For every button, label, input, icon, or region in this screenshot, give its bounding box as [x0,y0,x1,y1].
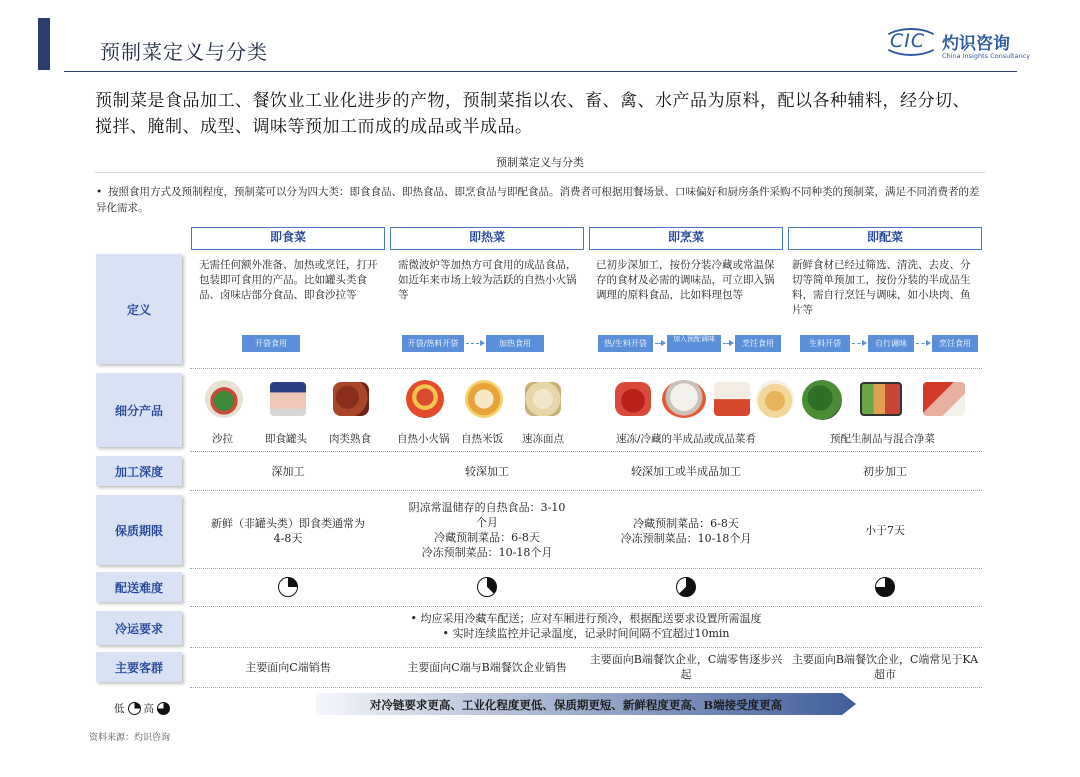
product-label-cooked-meat: 肉类熟食 [329,433,371,445]
column-header-ready-to-cook: 即烹菜 [589,227,783,250]
legend-high-label: 高 [143,703,154,715]
shelf-ready-to-cook [589,516,783,546]
trend-text: 对冷链要求更高、工业化程度更低、保质期更短、新鲜程度更高、B端接受度更高 [369,698,783,712]
category-bullet-text: 按照食用方式及预制程度，预制菜可以分为四大类：即食食品、即热食品、即烹食品与即配食品。消费者可根据用餐场景、口味偏好和厨房条件采购不同种类的预制菜，满足不同消费者的差异化需求。 [96,186,980,214]
step-cook-and-eat: 烹饪食用 [932,335,978,352]
step-open-package: 开袋/热料开袋 [402,335,464,352]
difficulty-pie-ready-to-heat [477,577,497,597]
step-arrow [852,343,866,344]
intro-paragraph: 预制菜是食品加工、餐饮业工业化进步的产物，预制菜指以农、畜、禽、水产品为原料，配以各种辅料，经分切、搅拌、腌制、成型、调味等预加工而成的成品或半成品。 [95,91,970,137]
definition-ready-to-heat: 需微波炉等加热方可食用的成品食品，如近年来市场上较为活跃的自热小火锅等 [398,259,577,301]
shelf-ready-to-eat [191,516,385,546]
chilled-dish-image [662,380,706,418]
row-label-depth: 加工深度 [96,456,182,486]
row-label-cold-chain: 冷运要求 [96,611,182,645]
definition-ready-to-prepare: 新鲜食材已经过筛选、清洗、去皮、分切等简单预加工，按份分装的半成品生料，需自行烹饪与调味，如小块肉、鱼片等 [792,259,971,316]
customers-ready-to-cook: 主要面向B端餐饮企业，C端零售逐步兴起 [589,653,783,681]
mixed-prep-tray-image [860,382,902,416]
column-header-ready-to-eat: 即食菜 [191,227,385,250]
row-separator [190,451,982,452]
definition-ready-to-eat: 无需任何额外准备、加热或烹饪，打开包装即可食用的产品。比如罐头类食品、卤味店部分食品、即食沙拉等 [199,259,378,301]
shelf-ready-to-cook-line2: 冷冻预制菜品：10-18个月 [620,532,752,545]
shelf-ready-to-heat-line1: 阴凉常温储存的自热食品：3-10 [408,501,566,514]
customers-ready-to-heat: 主要面向C端与B端餐饮企业销售 [407,661,567,674]
cic-logo [882,28,1031,64]
logo-chinese-name: 灼识咨询 [942,34,1010,54]
cold-chain-requirement [190,611,982,641]
shelf-ready-to-heat-line2: 个月 [476,516,498,529]
frozen-dumplings-image [525,382,561,416]
shelf-ready-to-heat-line3: 冷藏预制菜品：6-8天 [434,531,540,544]
product-label-ready-to-prepare: 预配生制品与混合净菜 [830,433,935,445]
step-cook-and-eat: 烹饪食用 [735,335,781,352]
step-open-package: 热/生料开袋 [598,335,653,352]
product-label-hotpot: 自热小火锅 [397,433,450,445]
row-label-definition: 定义 [96,254,182,364]
row-label-shelf-life: 保质期限 [96,495,182,565]
customers-ready-to-eat: 主要面向C端销售 [245,661,331,674]
cold-chain-line-2-text: 实时连续监控并记录温度，记录时间间隔不宜超过10min [452,627,730,640]
cold-chain-line-2: • 实时连续监控并记录温度，记录时间间隔不宜超过10min [442,627,730,640]
row-separator [190,568,982,569]
row-separator [190,490,982,491]
step-self-season: 自行调味 [868,335,914,352]
cic-logo-text: CIC [890,30,926,52]
meal-kit-image [714,382,750,416]
cold-chain-line-1-text: 均应采用冷藏车配送；应对车厢进行预冷，根据配送要求设置所需温度 [420,612,762,625]
soup-dish-image [756,380,794,418]
chart-title-divider [95,172,985,173]
legend-high-pie [157,702,170,715]
step-heat-and-eat: 加热食用 [486,335,544,352]
depth-ready-to-cook: 较深加工或半成品加工 [631,465,741,478]
row-separator [190,606,982,607]
step-arrow [466,343,484,344]
salad-image [205,380,243,418]
header-divider [64,71,1017,72]
shelf-ready-to-heat [390,500,584,560]
step-arrow [655,343,665,344]
product-label-canned: 即食罐头 [265,433,307,445]
row-label-delivery-difficulty: 配送难度 [96,572,182,602]
product-label-ready-to-cook: 速冻/冷藏的半成品或成品菜肴 [615,433,757,445]
chart-title: 预制菜定义与分类 [496,156,584,169]
column-header-ready-to-prepare: 即配菜 [788,227,982,250]
depth-ready-to-eat: 深加工 [271,465,305,478]
step-add-seasoning: 加入预配调味 [667,335,721,352]
difficulty-pie-ready-to-eat [278,577,298,597]
row-separator [190,647,982,648]
depth-ready-to-prepare: 初步加工 [863,465,907,478]
legend-low-pie [128,702,141,715]
product-label-rice: 自热米饭 [461,433,503,445]
canned-food-image [270,382,306,416]
step-arrow [723,343,733,344]
shelf-ready-to-prepare: 小于7天 [865,524,905,537]
definition-ready-to-cook: 已初步深加工，按份分装冷藏或常温保存的食材及必需的调味品，可立即入锅调理的原料食品，比如料理包等 [596,259,775,301]
difficulty-legend [114,701,170,716]
source-note: 资料来源：灼识咨询 [89,733,171,743]
cooked-meat-image [333,382,369,416]
raw-meat-pack-image [923,382,965,416]
shelf-ready-to-cook-line1: 冷藏预制菜品：6-8天 [633,517,739,530]
row-label-customers: 主要客群 [96,652,182,682]
legend-low-label: 低 [114,703,125,715]
self-heating-rice-image [465,380,503,418]
row-separator [190,687,982,688]
logo-english-name: China Insights Consultancy [942,52,1031,60]
product-label-salad: 沙拉 [212,433,233,445]
customers-ready-to-prepare: 主要面向B端餐饮企业，C端常见于KA超市 [791,653,979,681]
frozen-dish-image [615,382,651,416]
title-accent-bar [38,18,50,70]
difficulty-pie-ready-to-cook [676,577,696,597]
row-separator [190,368,982,369]
category-bullet: • 按照食用方式及预制程度，预制菜可以分为四大类：即食食品、即热食品、即烹食品与即配食品。消费者可根据用餐场景、口味偏好和厨房条件采购不同种类的预制菜，满足不同消费者的差异化需求。 [96,186,980,214]
row-label-products: 细分产品 [96,373,182,447]
step-open-raw: 生料开袋 [800,335,850,352]
page-title: 预制菜定义与分类 [100,40,268,64]
shelf-ready-to-eat-line1: 新鲜（非罐头类）即食类通常为 [211,517,365,530]
difficulty-pie-ready-to-prepare [875,577,895,597]
shelf-ready-to-heat-line4: 冷冻预制菜品：10-18个月 [421,546,553,559]
cold-chain-line-1: • 均应采用冷藏车配送；应对车厢进行预冷，根据配送要求设置所需温度 [410,612,762,625]
product-label-dumplings: 速冻面点 [522,433,564,445]
step-open-and-eat: 开袋食用 [242,335,300,352]
shelf-ready-to-eat-line2: 4-8天 [273,532,303,545]
depth-ready-to-heat: 较深加工 [465,465,509,478]
column-header-ready-to-heat: 即热菜 [390,227,584,250]
broccoli-image [802,380,842,420]
self-heating-hotpot-image [406,380,444,418]
step-arrow [916,343,930,344]
